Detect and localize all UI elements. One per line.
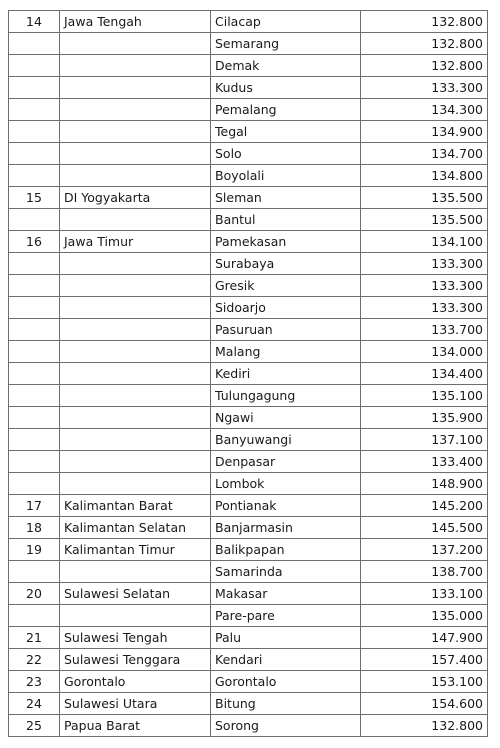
table-row: [9, 693, 488, 715]
city-cell: Boyolali: [211, 165, 361, 187]
price-cell: 133.300: [361, 297, 488, 319]
table-body: [9, 11, 488, 737]
province-cell: [60, 561, 211, 583]
price-cell: 133.300: [361, 275, 488, 297]
row-number-cell: 14: [9, 11, 60, 33]
table-row: [9, 319, 488, 341]
table-row: [9, 77, 488, 99]
city-cell: Kudus: [211, 77, 361, 99]
table-row: [9, 517, 488, 539]
table-row: [9, 451, 488, 473]
table-row: [9, 407, 488, 429]
row-number-cell: 24: [9, 693, 60, 715]
row-number-cell: [9, 209, 60, 231]
province-cell: Sulawesi Tenggara: [60, 649, 211, 671]
price-cell: 132.800: [361, 11, 488, 33]
price-cell: 148.900: [361, 473, 488, 495]
row-number-cell: [9, 165, 60, 187]
price-cell: 145.500: [361, 517, 488, 539]
price-cell: 138.700: [361, 561, 488, 583]
province-cell: [60, 473, 211, 495]
price-cell: 134.900: [361, 121, 488, 143]
price-cell: 157.400: [361, 649, 488, 671]
price-cell: 133.300: [361, 253, 488, 275]
row-number-cell: [9, 33, 60, 55]
row-number-cell: [9, 363, 60, 385]
price-cell: 145.200: [361, 495, 488, 517]
city-cell: Bantul: [211, 209, 361, 231]
row-number-cell: [9, 605, 60, 627]
province-cell: DI Yogyakarta: [60, 187, 211, 209]
city-cell: Surabaya: [211, 253, 361, 275]
row-number-cell: 21: [9, 627, 60, 649]
row-number-cell: [9, 77, 60, 99]
province-cell: Papua Barat: [60, 715, 211, 737]
table-row: [9, 165, 488, 187]
province-cell: [60, 319, 211, 341]
city-cell: Kediri: [211, 363, 361, 385]
city-cell: Sidoarjo: [211, 297, 361, 319]
row-number-cell: [9, 297, 60, 319]
city-cell: Gresik: [211, 275, 361, 297]
row-number-cell: 19: [9, 539, 60, 561]
table-row: [9, 605, 488, 627]
province-cell: Sulawesi Utara: [60, 693, 211, 715]
row-number-cell: [9, 121, 60, 143]
table-row: [9, 253, 488, 275]
price-cell: 154.600: [361, 693, 488, 715]
table-row: [9, 627, 488, 649]
province-cell: [60, 297, 211, 319]
city-cell: Banyuwangi: [211, 429, 361, 451]
city-cell: Lombok: [211, 473, 361, 495]
price-cell: 133.100: [361, 583, 488, 605]
province-cell: [60, 605, 211, 627]
city-cell: Sleman: [211, 187, 361, 209]
city-cell: Pare-pare: [211, 605, 361, 627]
price-cell: 132.800: [361, 33, 488, 55]
table-row: [9, 429, 488, 451]
price-cell: 134.400: [361, 363, 488, 385]
province-cell: [60, 253, 211, 275]
city-cell: Semarang: [211, 33, 361, 55]
table-row: [9, 715, 488, 737]
province-cell: [60, 363, 211, 385]
table-row: [9, 649, 488, 671]
province-cell: Jawa Timur: [60, 231, 211, 253]
row-number-cell: [9, 385, 60, 407]
city-cell: Bitung: [211, 693, 361, 715]
row-number-cell: [9, 341, 60, 363]
table-row: [9, 385, 488, 407]
city-cell: Denpasar: [211, 451, 361, 473]
province-cell: [60, 451, 211, 473]
city-cell: Sorong: [211, 715, 361, 737]
row-number-cell: [9, 275, 60, 297]
province-cell: Sulawesi Selatan: [60, 583, 211, 605]
price-cell: 135.900: [361, 407, 488, 429]
province-cell: [60, 407, 211, 429]
province-cell: [60, 341, 211, 363]
city-cell: Tulungagung: [211, 385, 361, 407]
city-cell: Balikpapan: [211, 539, 361, 561]
city-cell: Tegal: [211, 121, 361, 143]
price-cell: 134.800: [361, 165, 488, 187]
city-cell: Gorontalo: [211, 671, 361, 693]
table-row: [9, 209, 488, 231]
province-cell: Jawa Tengah: [60, 11, 211, 33]
row-number-cell: [9, 253, 60, 275]
price-cell: 153.100: [361, 671, 488, 693]
row-number-cell: [9, 429, 60, 451]
city-cell: Kendari: [211, 649, 361, 671]
city-cell: Palu: [211, 627, 361, 649]
province-cell: Kalimantan Selatan: [60, 517, 211, 539]
price-cell: 132.800: [361, 55, 488, 77]
table-row: [9, 341, 488, 363]
price-cell: 137.100: [361, 429, 488, 451]
table-row: [9, 99, 488, 121]
row-number-cell: 16: [9, 231, 60, 253]
city-cell: Makasar: [211, 583, 361, 605]
province-cell: Gorontalo: [60, 671, 211, 693]
row-number-cell: [9, 319, 60, 341]
table-row: [9, 143, 488, 165]
city-cell: Ngawi: [211, 407, 361, 429]
province-cell: [60, 165, 211, 187]
province-cell: [60, 429, 211, 451]
table-row: [9, 187, 488, 209]
price-cell: 147.900: [361, 627, 488, 649]
row-number-cell: [9, 55, 60, 77]
city-cell: Pasuruan: [211, 319, 361, 341]
city-cell: Demak: [211, 55, 361, 77]
province-cell: [60, 275, 211, 297]
city-cell: Banjarmasin: [211, 517, 361, 539]
price-cell: 134.300: [361, 99, 488, 121]
row-number-cell: [9, 407, 60, 429]
row-number-cell: [9, 143, 60, 165]
price-cell: 133.700: [361, 319, 488, 341]
province-cell: [60, 121, 211, 143]
table-row: [9, 231, 488, 253]
province-cell: Kalimantan Barat: [60, 495, 211, 517]
table-row: [9, 495, 488, 517]
row-number-cell: 15: [9, 187, 60, 209]
price-cell: 135.500: [361, 187, 488, 209]
price-cell: 133.300: [361, 77, 488, 99]
table-row: [9, 55, 488, 77]
price-cell: 135.500: [361, 209, 488, 231]
price-cell: 134.100: [361, 231, 488, 253]
table-row: [9, 473, 488, 495]
city-cell: Pontianak: [211, 495, 361, 517]
row-number-cell: 23: [9, 671, 60, 693]
row-number-cell: [9, 561, 60, 583]
city-cell: Solo: [211, 143, 361, 165]
province-cell: [60, 33, 211, 55]
table-row: [9, 671, 488, 693]
price-cell: 135.000: [361, 605, 488, 627]
row-number-cell: 20: [9, 583, 60, 605]
row-number-cell: 25: [9, 715, 60, 737]
price-cell: 137.200: [361, 539, 488, 561]
price-cell: 134.000: [361, 341, 488, 363]
province-cell: [60, 209, 211, 231]
table-row: [9, 297, 488, 319]
row-number-cell: 22: [9, 649, 60, 671]
row-number-cell: [9, 473, 60, 495]
price-cell: 135.100: [361, 385, 488, 407]
province-cell: Sulawesi Tengah: [60, 627, 211, 649]
row-number-cell: [9, 451, 60, 473]
row-number-cell: 17: [9, 495, 60, 517]
province-cell: [60, 77, 211, 99]
row-number-cell: 18: [9, 517, 60, 539]
city-cell: Cilacap: [211, 11, 361, 33]
province-cell: [60, 385, 211, 407]
province-cell: [60, 143, 211, 165]
price-cell: 133.400: [361, 451, 488, 473]
table-row: [9, 11, 488, 33]
row-number-cell: [9, 99, 60, 121]
table-row: [9, 121, 488, 143]
city-cell: Malang: [211, 341, 361, 363]
city-cell: Pamekasan: [211, 231, 361, 253]
table-row: [9, 363, 488, 385]
city-cell: Pemalang: [211, 99, 361, 121]
city-cell: Samarinda: [211, 561, 361, 583]
table-row: [9, 539, 488, 561]
table-row: [9, 33, 488, 55]
province-cell: Kalimantan Timur: [60, 539, 211, 561]
table-row: [9, 275, 488, 297]
province-cell: [60, 99, 211, 121]
price-table: [8, 10, 488, 737]
table-row: [9, 561, 488, 583]
province-cell: [60, 55, 211, 77]
table-row: [9, 583, 488, 605]
price-cell: 134.700: [361, 143, 488, 165]
price-cell: 132.800: [361, 715, 488, 737]
